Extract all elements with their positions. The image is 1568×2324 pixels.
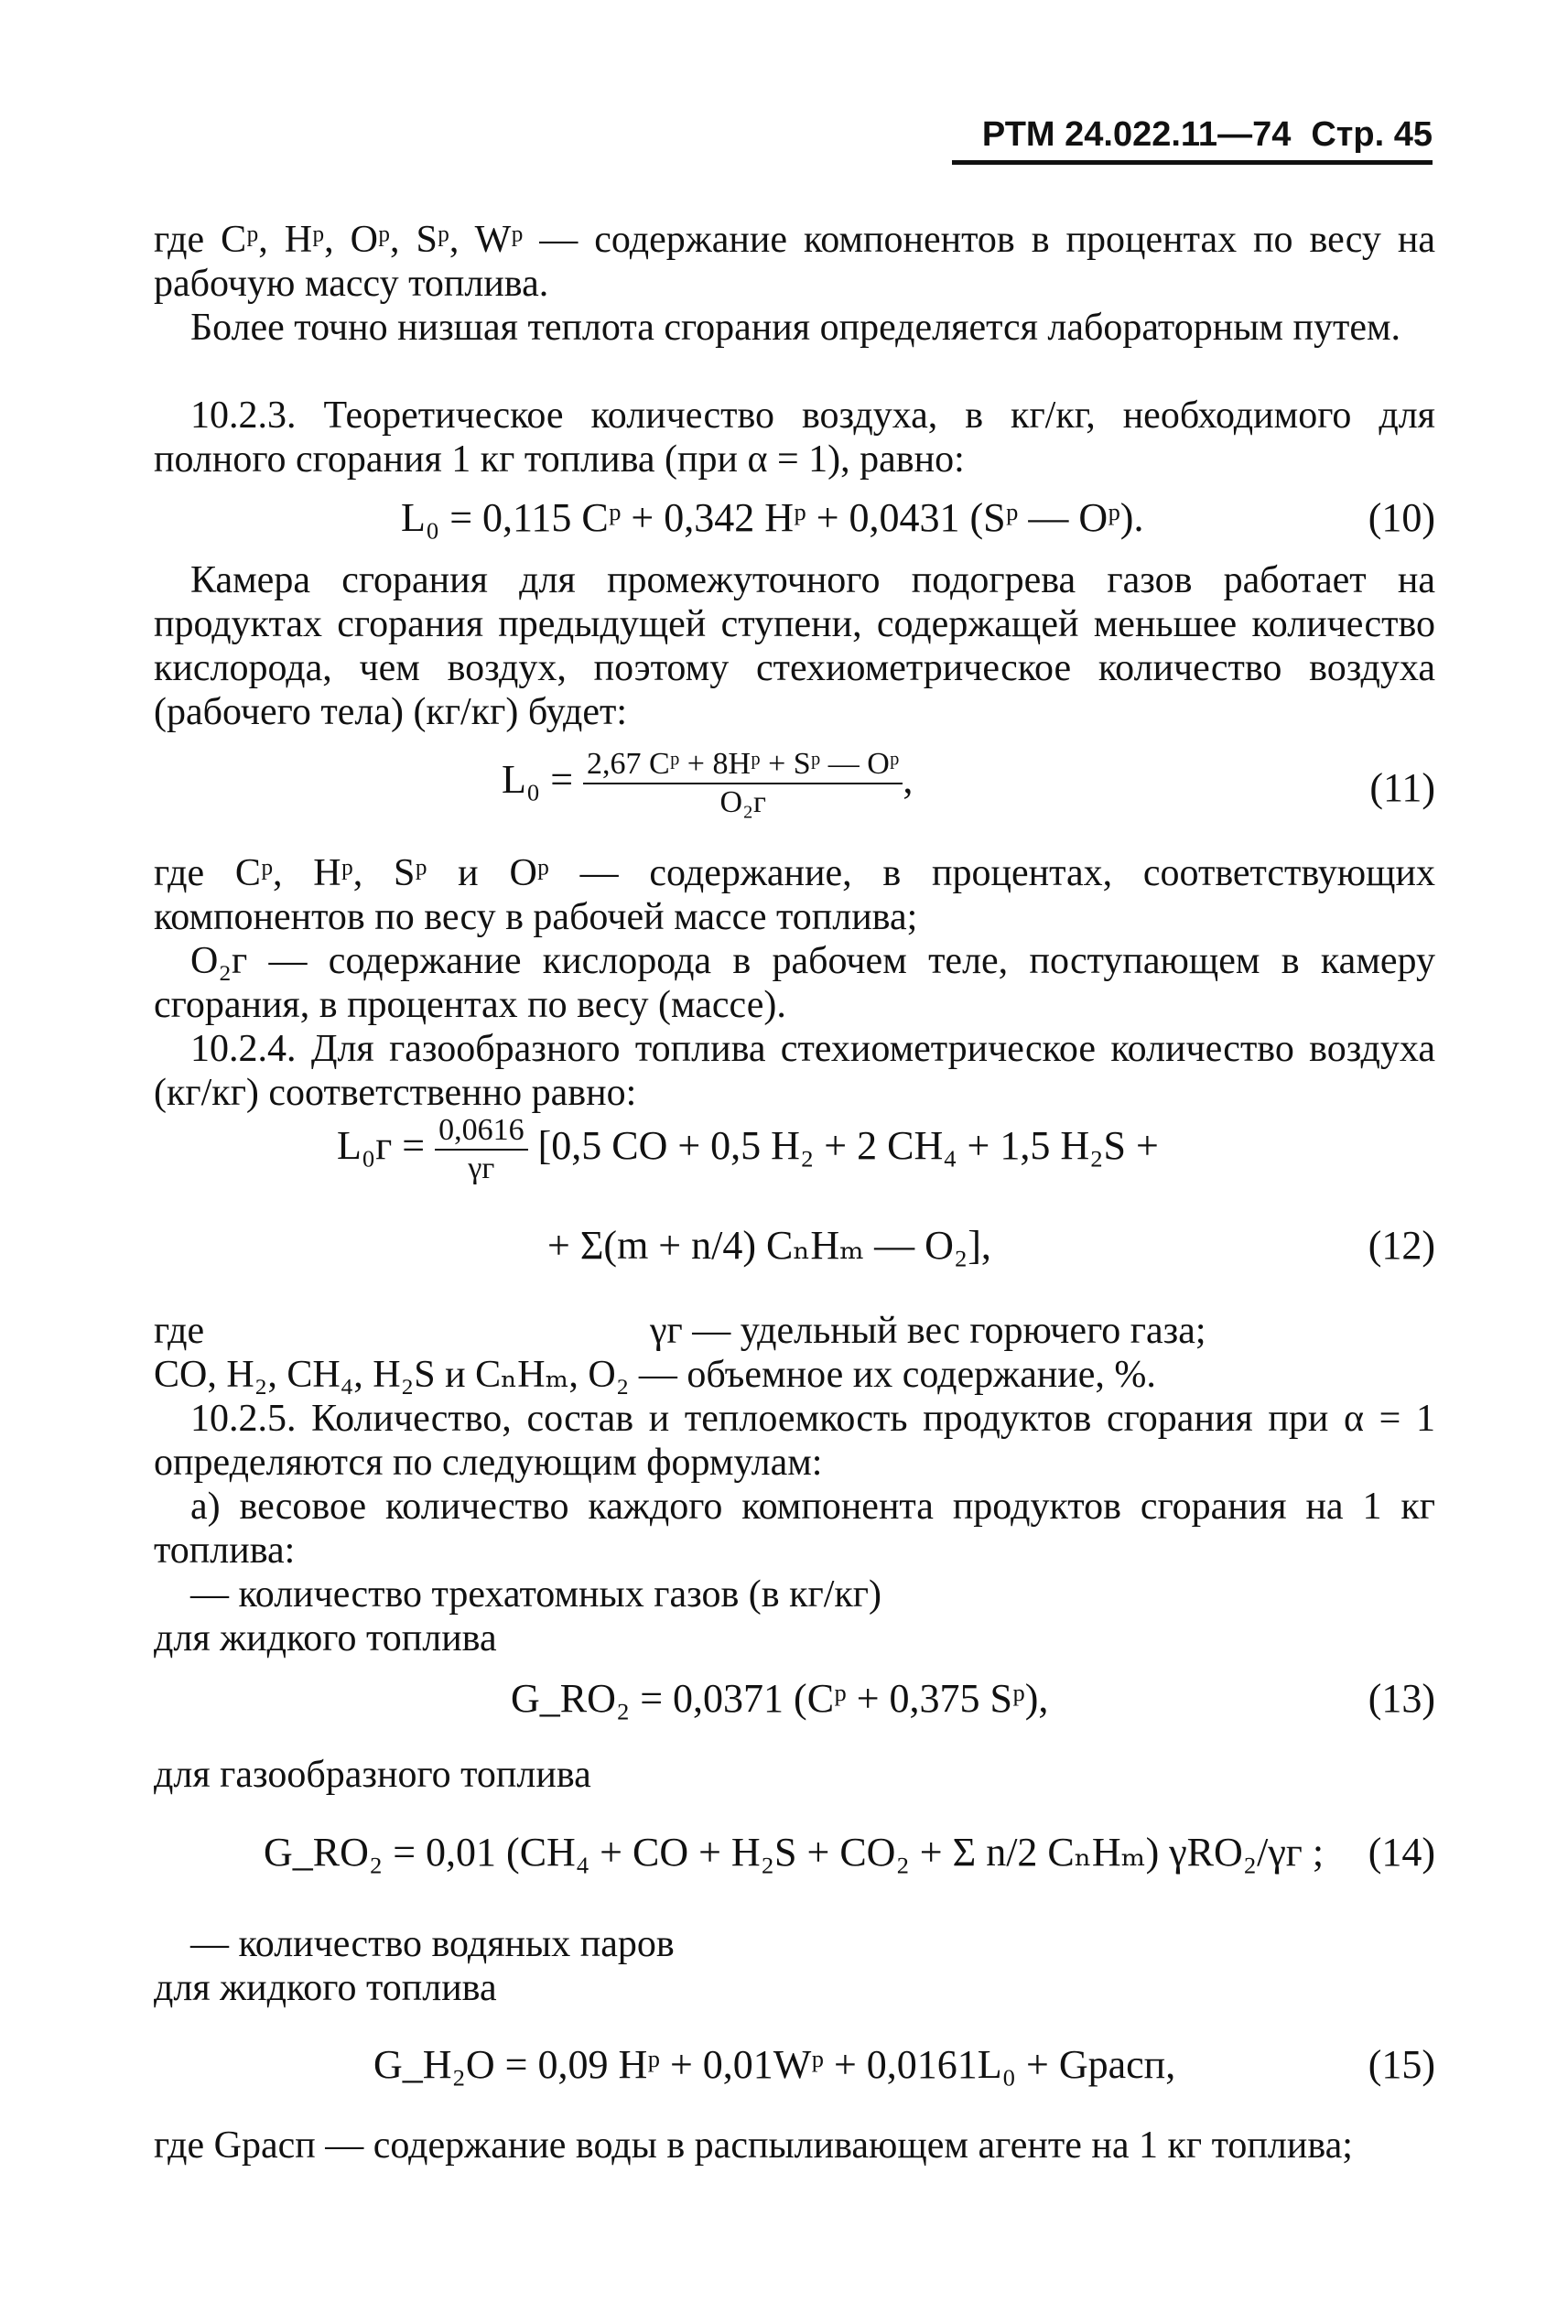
formula-15-number: (15)	[1368, 2042, 1435, 2087]
formula-15-body: G_H₂O = 0,09 Hᵖ + 0,01Wᵖ + 0,0161L₀ + Gрасп,	[373, 2042, 1176, 2087]
paragraph-10-2-3: 10.2.3. Теоретическое количество воздуха, в кг/кг, необходимого для полного сгорания 1 кг топлива (при α = 1), равно:	[154, 395, 1435, 481]
label-where: где	[154, 1310, 205, 1352]
paragraph-gas-components: CO, H₂, CH₄, H₂S и CₙHₘ, O₂ — объемное их содержание, %.	[154, 1354, 1156, 1396]
paragraph-g-spray: где Gрасп — содержание воды в распыливающем агенте на 1 кг топлива;	[154, 2124, 1353, 2167]
formula-13-body: G_RO₂ = 0,0371 (Cᵖ + 0,375 Sᵖ),	[511, 1676, 1049, 1721]
formula-12-number: (12)	[1368, 1223, 1435, 1268]
document-code: РТМ 24.022.11—74	[981, 115, 1292, 154]
formula-14-number: (14)	[1368, 1830, 1435, 1875]
formula-11-lhs: L₀ =	[502, 757, 574, 803]
label-liquid-fuel-2: для жидкого топлива	[154, 1967, 497, 2009]
formula-11-number: (11)	[1369, 765, 1435, 810]
paragraph-where-cp: где Cᵖ, Hᵖ, Sᵖ и Oᵖ — содержание, в процентах, соответствующих компонентов по весу в рабочей массе топлива;	[154, 852, 1435, 938]
paragraph-water-vapor: — количество водяных паров	[190, 1923, 675, 1965]
formula-12-continuation: + Σ(m + n/4) CₙHₘ — O₂],	[547, 1223, 991, 1268]
label-gaseous-fuel: для газообразного топлива	[154, 1754, 591, 1796]
page-header	[952, 115, 1433, 165]
formula-11-fraction	[583, 746, 903, 821]
formula-12-numerator: 0,0616	[435, 1112, 528, 1151]
paragraph-lab-method: Более точно низшая теплота сгорания определяется лабораторным путем.	[190, 307, 1401, 349]
formula-10-number: (10)	[1368, 495, 1435, 540]
formula-12-line1	[154, 1112, 1435, 1194]
paragraph-o2-content: O₂ᴦ — содержание кислорода в рабочем теле, поступающем в камеру сгорания, в процентах по весу (массе).	[154, 940, 1435, 1026]
formula-14-body: G_RO₂ = 0,01 (CH₄ + CO + H₂S + CO₂ + Σ n/2 CₙHₘ) γRO₂/γᴦ ;	[264, 1830, 1325, 1875]
paragraph-10-2-4: 10.2.4. Для газообразного топлива стехиометрическое количество воздуха (кг/кг) соответственно равно:	[154, 1028, 1435, 1114]
formula-12-fraction	[435, 1112, 528, 1187]
paragraph-weight-quantity: а) весовое количество каждого компонента продуктов сгорания на 1 кг топлива:	[154, 1486, 1435, 1572]
paragraph-components: где Cᵖ, Hᵖ, Oᵖ, Sᵖ, Wᵖ — содержание компонентов в процентах по весу на рабочую массу топлива.	[154, 219, 1435, 305]
formula-12-bracket: [0,5 CO + 0,5 H₂ + 2 CH₄ + 1,5 H₂S +	[537, 1123, 1159, 1169]
paragraph-combustion-chamber: Камера сгорания для промежуточного подогрева газов работает на продуктах сгорания предыдущей ступени, содержащей меньшее количество кислорода, чем воздух, поэтому стехиометрическое количество воздуха (рабочего тела) (кг/кг) будет:	[154, 559, 1435, 733]
paragraph-10-2-5: 10.2.5. Количество, состав и теплоемкость продуктов сгорания при α = 1 определяются по следующим формулам:	[154, 1398, 1435, 1484]
formula-10-body: L₀ = 0,115 Cᵖ + 0,342 Hᵖ + 0,0431 (Sᵖ — Oᵖ).	[401, 495, 1144, 540]
formula-11-numerator: 2,67 Cᵖ + 8Hᵖ + Sᵖ — Oᵖ	[583, 746, 903, 784]
formula-11-denominator: O₂ᴦ	[719, 785, 766, 819]
formula-11-tail: ,	[903, 757, 914, 803]
page-number: Стр. 45	[1311, 115, 1433, 154]
formula-12-denominator: γᴦ	[468, 1151, 495, 1185]
gamma-definition: γᴦ — удельный вес горючего газа;	[650, 1310, 1206, 1352]
paragraph-triatomic-gases: — количество трехатомных газов (в кг/кг)	[190, 1573, 882, 1616]
formula-13-number: (13)	[1368, 1676, 1435, 1721]
formula-11	[154, 746, 1435, 828]
label-liquid-fuel-1: для жидкого топлива	[154, 1617, 497, 1659]
formula-12-lhs: L₀ᴦ =	[337, 1123, 426, 1169]
